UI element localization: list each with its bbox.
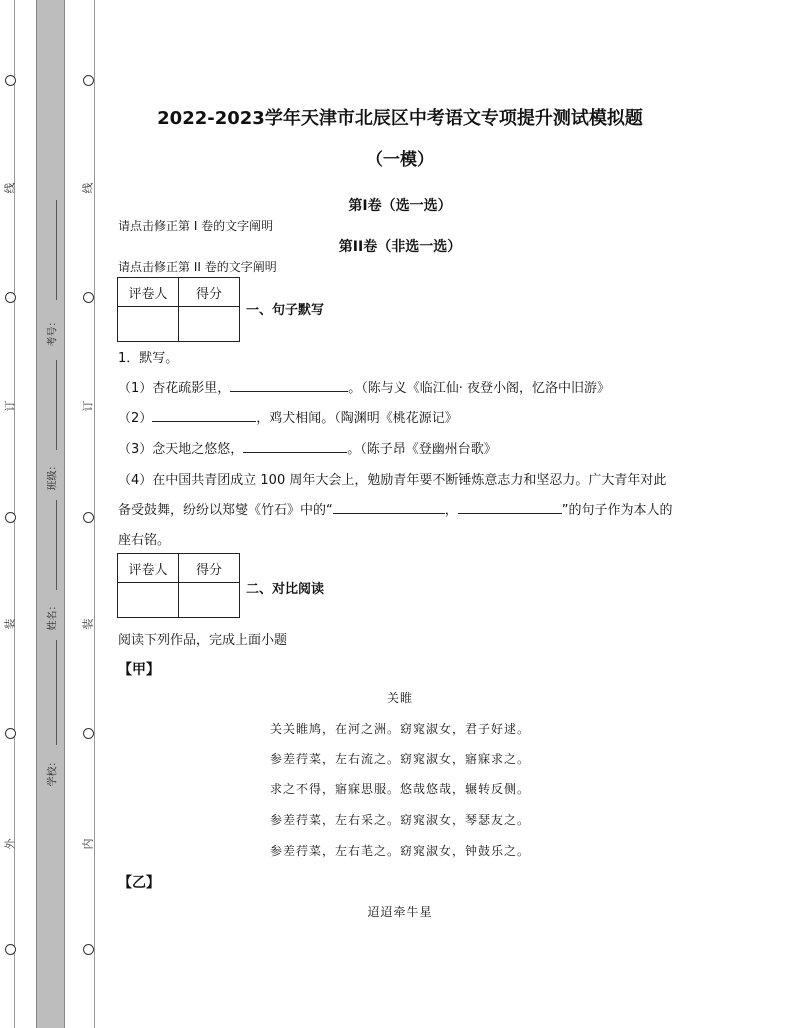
binding-hole-circle xyxy=(5,728,16,739)
score-table-score-header: 得分 xyxy=(179,554,240,583)
section1-title: 一、句子默写 xyxy=(246,303,325,318)
question-1-4-line1: （4）在中国共青团成立 100 周年大会上，勉励青年要不断锤炼意志力和坚忍力。广大青年对此 xyxy=(118,473,667,488)
binding-hole-circle xyxy=(83,292,94,303)
q1-4-mid: ， xyxy=(444,503,458,518)
score-table-reviewer-header: 评卷人 xyxy=(118,554,179,583)
margin-label-ding: 订 xyxy=(3,400,17,412)
margin-label-wai: 外 xyxy=(3,838,17,850)
binding-hole-circle xyxy=(5,75,16,86)
label-jia: 【甲】 xyxy=(118,662,160,678)
margin-label-zhuang-inner: 装 xyxy=(81,618,95,630)
answer-blank[interactable] xyxy=(458,500,562,514)
question-1-heading: 1．默写。 xyxy=(118,351,179,366)
binding-hole-circle xyxy=(83,75,94,86)
q1-4-suffix: ”的句子作为本人的 xyxy=(561,503,673,518)
answer-blank[interactable] xyxy=(230,378,348,392)
binding-hole-circle xyxy=(5,512,16,523)
score-table-score-cell xyxy=(179,583,240,618)
volume2-title: 第II卷（非选一选） xyxy=(338,239,462,255)
field-class: 班级： xyxy=(47,460,59,491)
question-1-4-line2 xyxy=(118,499,673,518)
answer-blank[interactable] xyxy=(333,500,445,514)
volume1-note: 请点击修正第 I 卷的文字阐明 xyxy=(118,219,274,233)
answer-blank[interactable] xyxy=(243,439,347,453)
score-table-reviewer-header: 评卷人 xyxy=(118,278,179,307)
field-exam-number: 考号： xyxy=(47,316,59,347)
poem1-line: 参差荇菜，左右芼之。窈窕淑女，钟鼓乐之。 xyxy=(269,844,530,858)
margin-label-zhuang: 装 xyxy=(3,618,17,630)
margin-label-xian: 线 xyxy=(3,182,17,194)
q1-3-suffix: 。（陈子昂《登幽州台歌》 xyxy=(347,442,497,457)
page-subtitle: （一模） xyxy=(366,150,434,170)
q1-4-prefix: 备受鼓舞，纷纷以郑燮《竹石》中的“ xyxy=(118,503,333,518)
score-table-2 xyxy=(117,553,240,618)
field-class-line xyxy=(56,360,57,450)
poem1-line: 关关睢鸠，在河之洲。窈窕淑女，君子好逑。 xyxy=(269,722,530,736)
score-table-reviewer-cell xyxy=(118,307,179,342)
label-yi: 【乙】 xyxy=(118,875,160,891)
score-table-1 xyxy=(117,277,240,342)
binding-hole-circle xyxy=(5,292,16,303)
binding-hole-circle xyxy=(83,512,94,523)
binding-hole-circle xyxy=(83,944,94,955)
question-1-4-line3: 座右铭。 xyxy=(118,533,171,548)
margin-label-nei: 内 xyxy=(81,838,95,850)
question-1-3 xyxy=(118,438,497,457)
binding-hole-circle xyxy=(83,728,94,739)
field-name-line xyxy=(56,500,57,590)
poem1-line: 求之不得，寤寐思服。悠哉悠哉，辗转反侧。 xyxy=(269,782,530,796)
volume2-note: 请点击修正第 II 卷的文字阐明 xyxy=(118,260,277,274)
section2-intro: 阅读下列作品，完成上面小题 xyxy=(118,633,288,648)
binding-hole-circle xyxy=(5,944,16,955)
q1-2-suffix: ，鸡犬相闻。（陶渊明《桃花源记》 xyxy=(256,411,458,426)
inner-binding-line xyxy=(94,0,95,1028)
q1-2-prefix: （2） xyxy=(118,411,153,426)
poem1-line: 参差荇菜，左右采之。窈窕淑女，琴瑟友之。 xyxy=(269,813,530,827)
q1-1-suffix: 。（陈与义《临江仙· 夜登小阁，忆洛中旧游》 xyxy=(348,381,611,396)
answer-blank[interactable] xyxy=(152,408,256,422)
score-table-score-cell xyxy=(179,307,240,342)
question-1-1 xyxy=(118,377,610,396)
q1-1-prefix: （1）杏花疏影里， xyxy=(118,381,231,396)
score-table-score-header: 得分 xyxy=(179,278,240,307)
poem1-title: 关睢 xyxy=(386,691,413,705)
q1-3-prefix: （3）念天地之悠悠， xyxy=(118,442,244,457)
field-name: 姓名： xyxy=(47,600,59,631)
margin-label-ding-inner: 订 xyxy=(81,400,95,412)
field-school-line xyxy=(56,640,57,745)
field-school: 学校： xyxy=(47,756,59,787)
binding-strip xyxy=(36,0,65,1028)
volume1-title: 第I卷（选一选） xyxy=(348,198,452,214)
page-title: 2022-2023学年天津市北辰区中考语文专项提升测试模拟题 xyxy=(157,108,643,129)
field-exam-number-line xyxy=(56,200,57,300)
margin-label-xian-inner: 线 xyxy=(81,182,95,194)
section2-title: 二、对比阅读 xyxy=(246,582,325,597)
question-1-2 xyxy=(118,407,458,426)
score-table-reviewer-cell xyxy=(118,583,179,618)
poem2-title: 迢迢牵牛星 xyxy=(367,905,433,919)
poem1-line: 参差荇菜，左右流之。窈窕淑女，寤寐求之。 xyxy=(269,752,530,766)
